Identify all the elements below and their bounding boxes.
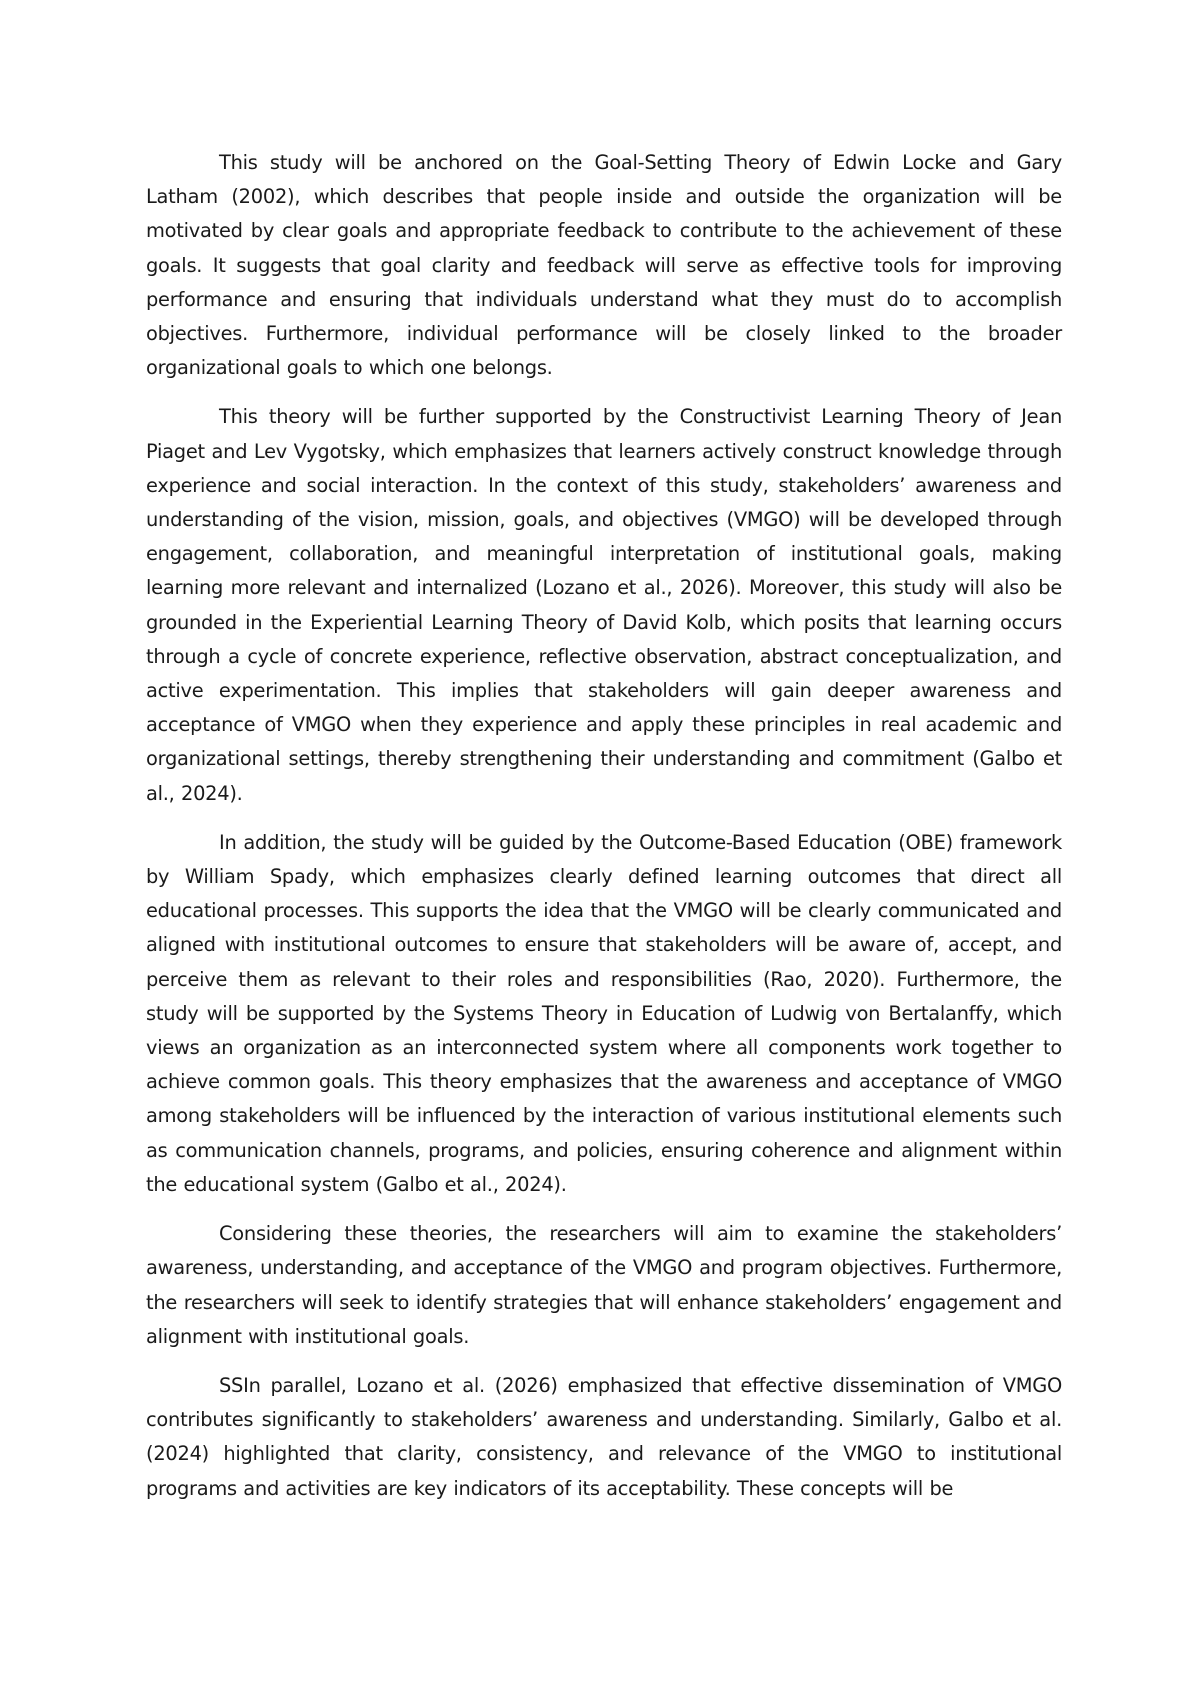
paragraph-in-parallel: SSIn parallel, Lozano et al. (2026) emphasized that effective dissemination of VMGO contributes significantly to stakeholders’ awareness and understanding. Similarly, Galbo et al. (2024) highlighted that clarity, consistency, and relevance of the VMGO to institutional programs and activities are key indicators of its acceptability. These concepts will be: [146, 1373, 1062, 1500]
paragraph-outcome-based-education: In addition, the study will be guided by the Outcome-Based Education (OBE) framework by William Spady, which emphasizes clearly defined learning outcomes that direct all educational processes. This supports the idea that the VMGO will be clearly communicated and aligned with institutional outcomes to ensure that stakeholders will be aware of, accept, and perceive them as relevant to their roles and responsibilities (Rao, 2020). Furthermore, the study will be supported by the Systems Theory in Education of Ludwig von Bertalanffy, which views an organization as an interconnected system where all components work together to achieve common goals. This theory emphasizes that the awareness and acceptance of VMGO among stakeholders will be influenced by the interaction of various institutional elements such as communication channels, programs, and policies, ensuring coherence and alignment within the educational system (Galbo et al., 2024).: [146, 830, 1062, 1196]
paragraph-considering-theories: Considering these theories, the researchers will aim to examine the stakeholders’ awareness, understanding, and acceptance of the VMGO and program objectives. Furthermore, the researchers will seek to identify strategies that will enhance stakeholders’ engagement and alignment with institutional goals.: [146, 1222, 1062, 1348]
document-body: [146, 146, 1062, 1521]
paragraph-constructivist-learning-theory: This theory will be further supported by the Constructivist Learning Theory of Jean Piaget and Lev Vygotsky, which emphasizes that learners actively construct knowledge through experience and social interaction. In the context of this study, stakeholders’ awareness and understanding of the vision, mission, goals, and objectives (VMGO) will be developed through engagement, collaboration, and meaningful interpretation of institutional goals, making learning more relevant and internalized (Lozano et al., 2026). Moreover, this study will also be grounded in the Experiential Learning Theory of David Kolb, which posits that learning occurs through a cycle of concrete experience, reflective observation, abstract conceptualization, and active experimentation. This implies that stakeholders will gain deeper awareness and acceptance of VMGO when they experience and apply these principles in real academic and organizational settings, thereby strengthening their understanding and commitment (Galbo et al., 2024).: [146, 405, 1062, 805]
paragraph-goal-setting-theory: This study will be anchored on the Goal-Setting Theory of Edwin Locke and Gary Latham (2002), which describes that people inside and outside the organization will be motivated by clear goals and appropriate feedback to contribute to the achievement of these goals. It suggests that goal clarity and feedback will serve as effective tools for improving performance and ensuring that individuals understand what they must do to accomplish objectives. Furthermore, individual performance will be closely linked to the broader organizational goals to which one belongs.: [146, 151, 1062, 380]
